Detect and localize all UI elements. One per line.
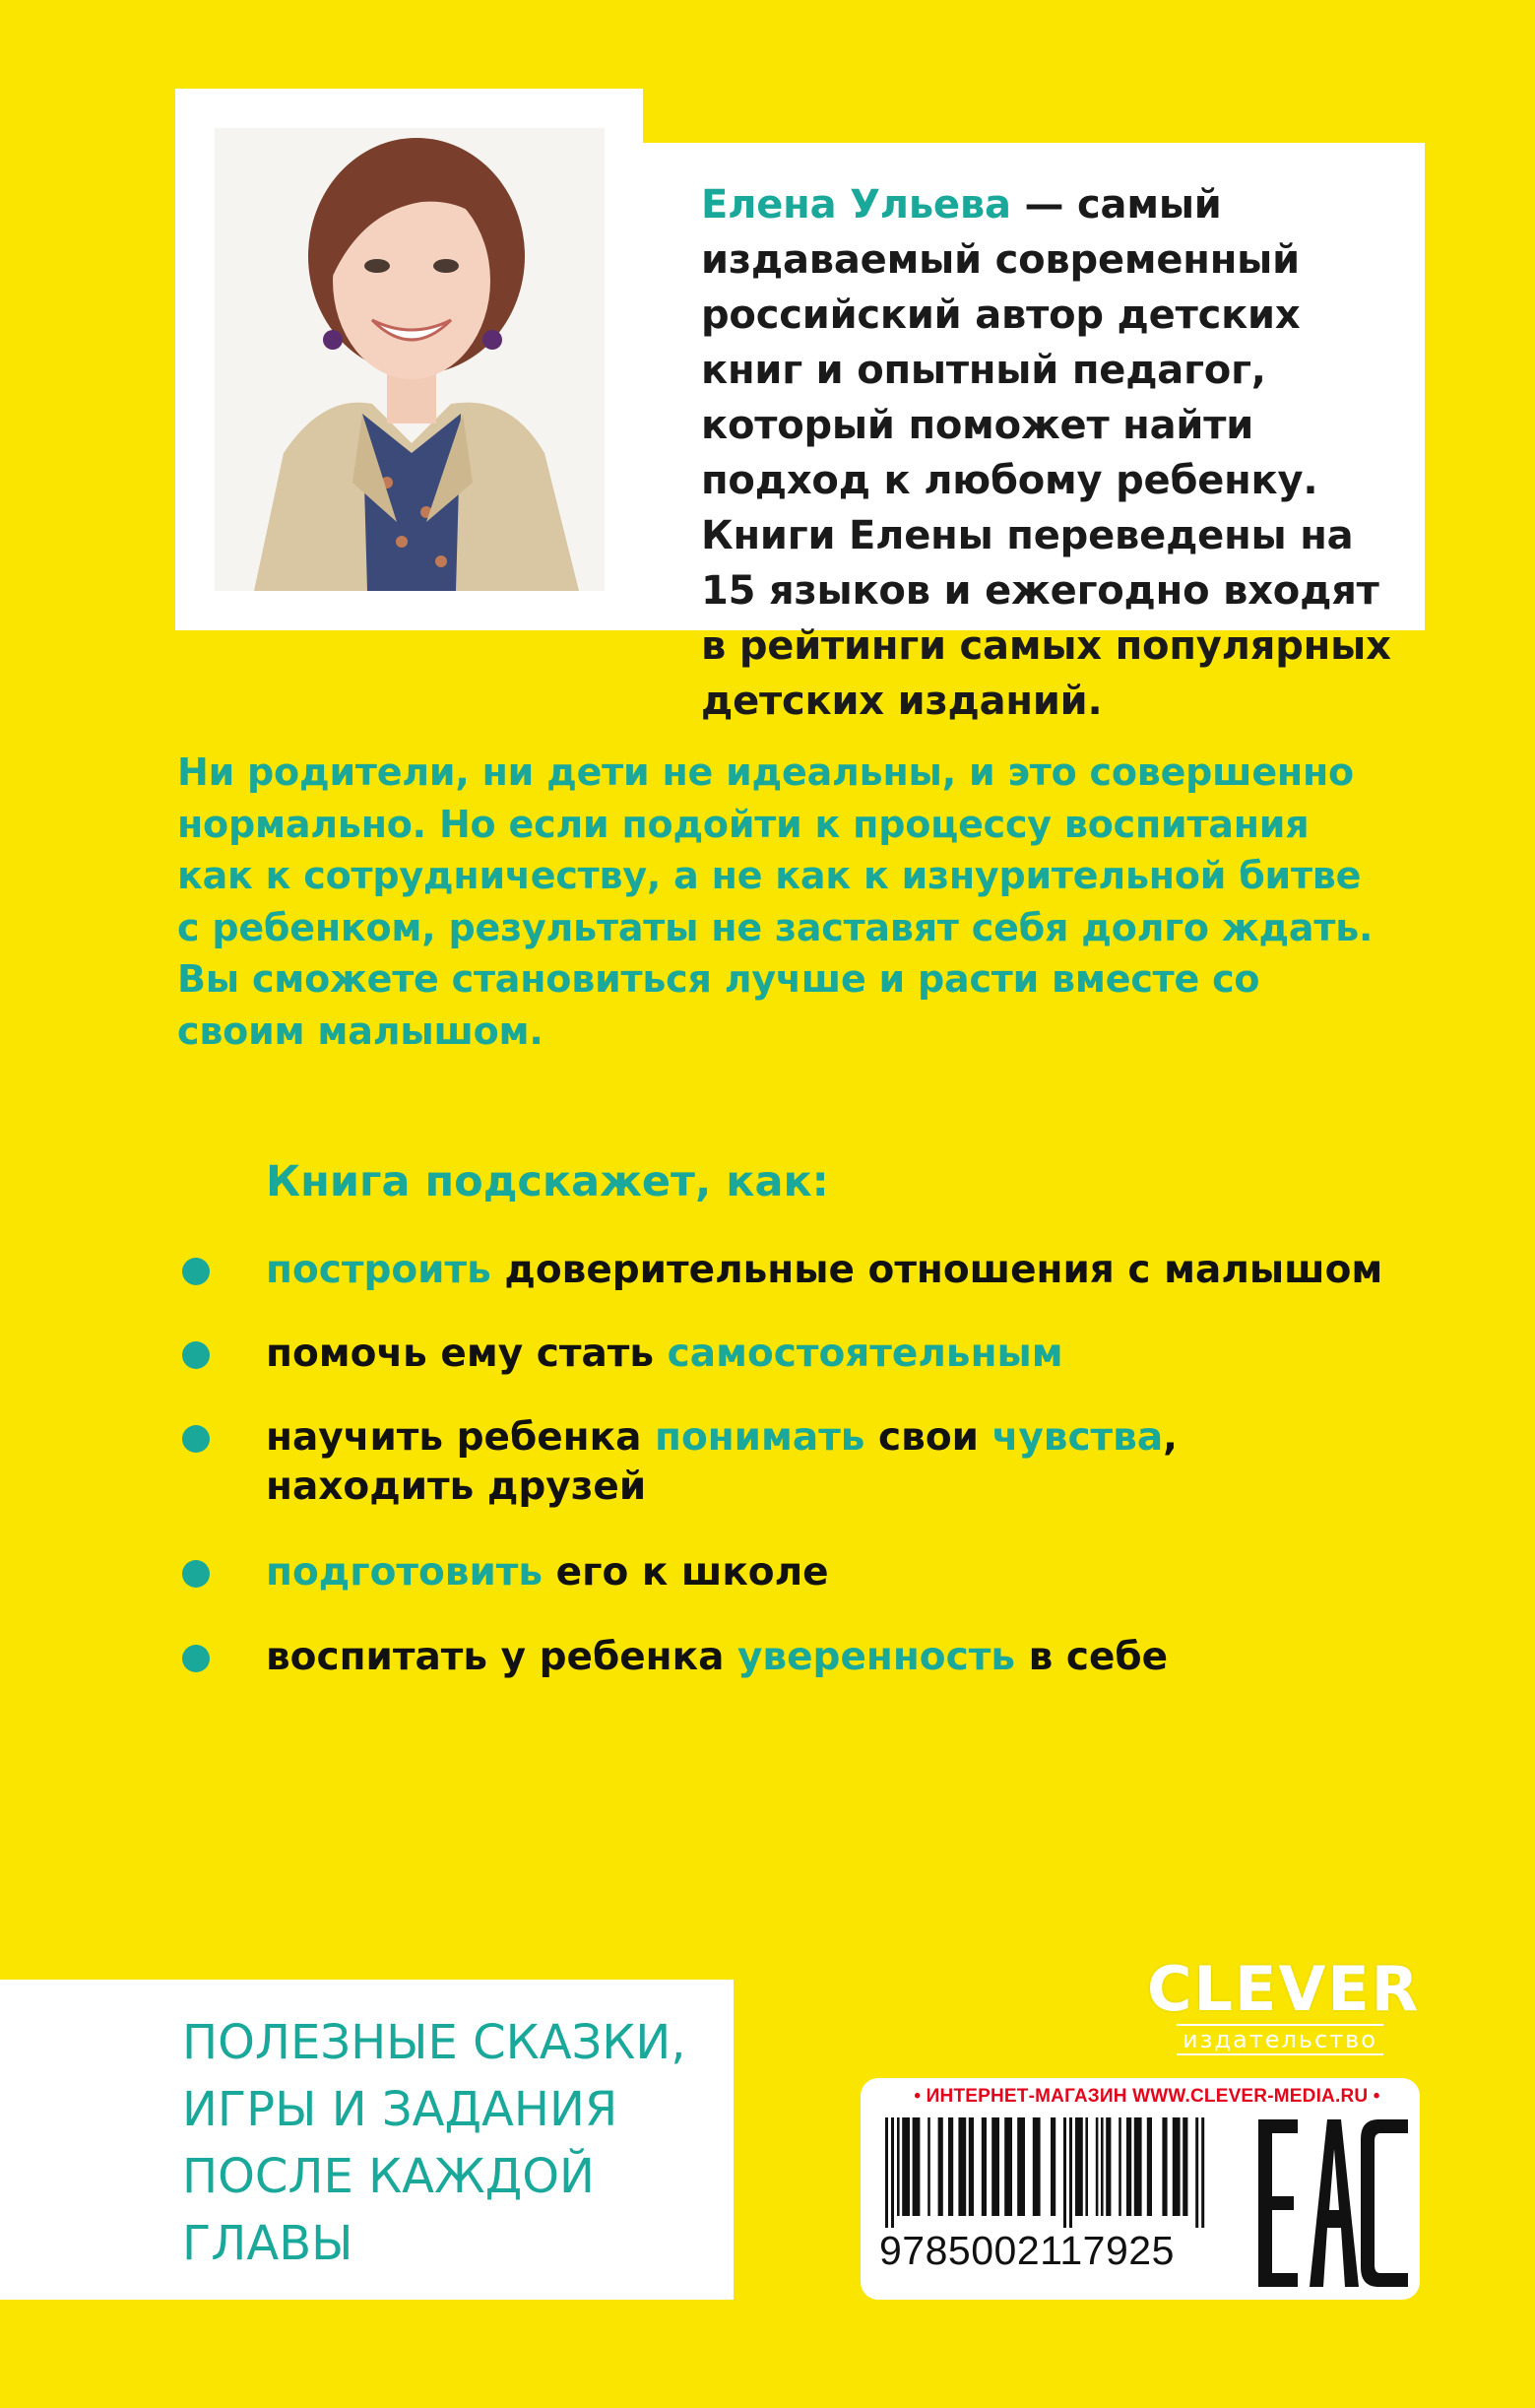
list-item-highlight: самостоятельным (667, 1332, 1063, 1376)
list-item-fragment: , находить друзей (266, 1415, 1178, 1509)
bottom-note (182, 2009, 734, 2277)
shop-url: • ИНТЕРНЕТ-МАГАЗИН WWW.CLEVER-MEDIA.RU • (914, 2086, 1380, 2107)
list-item-highlight: чувства (991, 1415, 1164, 1460)
bullet-dot-icon (182, 1425, 210, 1453)
list-item-text (266, 1633, 1168, 1682)
bottom-note-line: ГЛАВЫ (182, 2216, 353, 2271)
list-item-fragment: свои (864, 1415, 992, 1460)
list-item-highlight: подготовить (266, 1550, 544, 1594)
list-heading: Книга подскажет, как: (266, 1157, 829, 1206)
bullet-dot-icon (182, 1341, 210, 1369)
bullet-dot-icon (182, 1560, 210, 1588)
list-item-fragment: его к школе (543, 1550, 829, 1594)
list-item-highlight: понимать (655, 1415, 865, 1460)
list-item-text (266, 1413, 1178, 1512)
publisher-logo-text: CLEVER (1147, 1953, 1421, 2025)
author-name: Елена Ульева (701, 182, 1011, 228)
intro-paragraph: Ни родители, ни дети не идеальны, и это совершенно нормально. Но если подойти к процессу воспитания как к сотрудничеству, а не как к изнурительной битве с ребенком, результаты не заставят себя долго ждать. Вы сможете становиться лучше и расти вместе со своим малышом. (177, 750, 1374, 1053)
author-bio (701, 177, 1410, 729)
list-item-fragment: научить ребенка (266, 1415, 655, 1460)
eac-mark-icon (1258, 2119, 1408, 2287)
list-item-text (266, 1548, 829, 1597)
list-item-fragment: помочь ему стать (266, 1332, 668, 1376)
publisher-logo-sub: издательство (1177, 2024, 1383, 2055)
author-photo (215, 128, 605, 591)
list-item-highlight: уверенность (737, 1635, 1015, 1679)
isbn-digits: 9785002117925 (879, 2228, 1175, 2273)
author-bio-text: — самый издаваемый современный российский автор детских книг и опытный педагог, который поможет найти подход к любому ребенку. Книги Елены переведены на 15 языков и ежегодно входят в рейтинги самых популярных детских изданий. (701, 182, 1391, 724)
list-item-fragment: доверительные отношения с малышом (490, 1248, 1383, 1292)
barcode-icon (881, 2117, 1226, 2228)
bottom-note-line: ПОЛЕЗНЫЕ СКАЗКИ, (182, 2015, 686, 2070)
bullet-dot-icon (182, 1258, 210, 1285)
list-item-highlight: построить (266, 1248, 491, 1292)
list-item-fragment: воспитать у ребенка (266, 1635, 737, 1679)
publisher-logo (1147, 1953, 1421, 2063)
list-item-text (266, 1246, 1382, 1295)
list-item-fragment: в себе (1015, 1635, 1169, 1679)
list-item-text (266, 1330, 1063, 1379)
bottom-note-line: ИГРЫ И ЗАДАНИЯ (182, 2082, 618, 2137)
bottom-note-line: ПОСЛЕ КАЖДОЙ (182, 2149, 595, 2204)
bullet-dot-icon (182, 1645, 210, 1672)
